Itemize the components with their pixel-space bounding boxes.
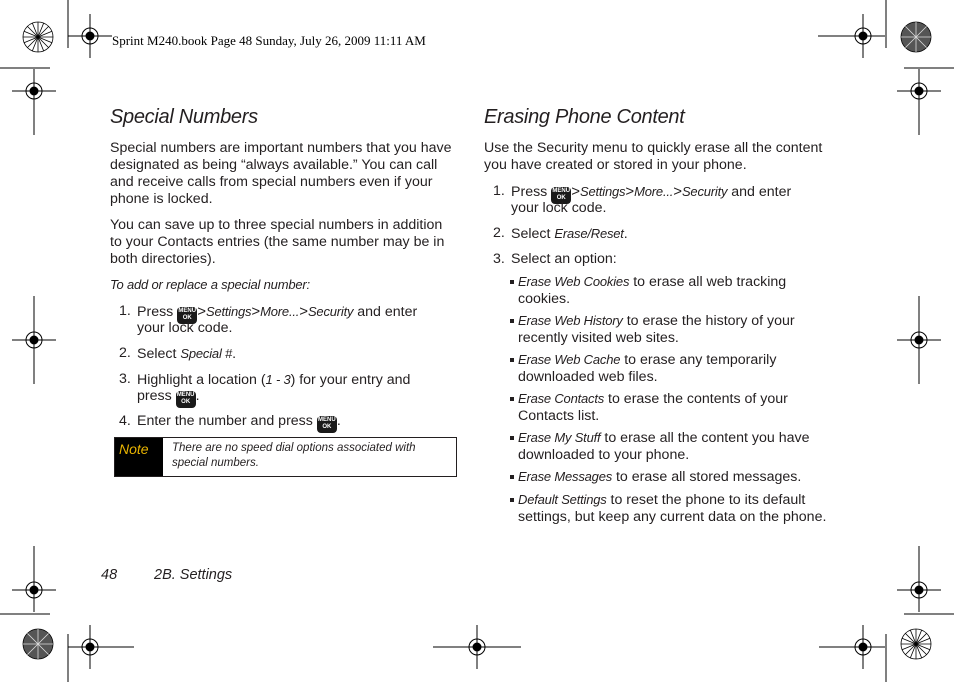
option-erase-web-cache — [510, 351, 776, 386]
text-line: phone is locked. — [110, 191, 213, 207]
text-line: and receive calls from special numbers even if your — [110, 174, 433, 190]
step-number: 1. — [119, 303, 131, 319]
option-desc: to erase the history of your — [626, 313, 795, 329]
option-desc: to erase all web tracking — [633, 274, 787, 290]
text-line: Special numbers are important numbers that you have — [110, 140, 452, 156]
step-text: Select — [511, 226, 551, 242]
menu-item-special: Special # — [180, 346, 233, 361]
option-desc: to erase all the content you have — [604, 430, 810, 446]
bullet-icon — [510, 358, 514, 362]
text-line: designated as being “always available.” You can call — [110, 157, 438, 173]
bullet-icon — [510, 319, 514, 323]
punct: . — [195, 388, 200, 404]
step-text: Press — [511, 184, 548, 200]
print-header: Sprint M240.book Page 48 Sunday, July 26, 2009 11:11 AM — [112, 33, 426, 48]
menu-path-security: Security — [681, 184, 728, 199]
section-name: 2B. Settings — [154, 567, 233, 583]
option-desc: recently visited web sites. — [518, 330, 679, 346]
option-erase-contacts — [510, 390, 788, 425]
menu-ok-key-icon: MENU OK — [317, 416, 337, 433]
step-text: your lock code. — [137, 320, 233, 336]
option-desc: Contacts list. — [518, 408, 600, 424]
step-text: Press — [137, 304, 174, 320]
option-desc: settings, but keep any current data on the phone. — [518, 509, 827, 525]
separator: > — [299, 303, 308, 320]
option-erase-web-history — [510, 312, 795, 347]
menu-path-security: Security — [307, 304, 354, 319]
special-numbers-capacity — [110, 217, 444, 268]
bullet-icon — [510, 280, 514, 284]
text-line: both directories). — [110, 251, 216, 267]
step-text: ) for your entry and — [290, 372, 411, 388]
bullet-icon — [510, 475, 514, 479]
punct: . — [232, 346, 237, 362]
option-name: Erase My Stuff — [518, 430, 601, 445]
punct: . — [336, 413, 341, 429]
location-range: 1 - 3 — [265, 372, 291, 387]
text-line: you have created or stored in your phone. — [484, 157, 747, 173]
step-body — [137, 413, 341, 433]
option-desc: to erase any temporarily — [624, 352, 777, 368]
option-desc: downloaded to your phone. — [518, 447, 690, 463]
text-line: There are no speed dial options associated with — [172, 442, 416, 454]
procedure-heading: To add or replace a special number: — [110, 277, 310, 292]
text-line: to your Contacts entries (the same number may be in — [110, 234, 445, 250]
option-desc: downloaded web files. — [518, 369, 658, 385]
punct: . — [623, 226, 628, 242]
menu-ok-key-icon: MENU OK — [176, 391, 196, 408]
menu-path-settings: Settings — [205, 304, 252, 319]
step-number: 3. — [119, 371, 131, 387]
section-title-special-numbers: Special Numbers — [110, 106, 258, 128]
bullet-icon — [510, 436, 514, 440]
step-body — [137, 388, 200, 408]
step-body — [511, 225, 628, 243]
page-number: 48 — [101, 567, 118, 583]
bullet-icon — [510, 397, 514, 401]
note-label-text: Note — [119, 441, 149, 457]
menu-ok-key-icon: MENU OK — [177, 307, 197, 324]
step-text: and enter — [731, 184, 792, 200]
option-name: Default Settings — [518, 492, 607, 507]
separator: > — [251, 303, 261, 320]
step-text: Enter the number and press — [137, 413, 313, 429]
step-number: 1. — [493, 183, 505, 199]
menu-ok-key-icon: MENU OK — [551, 187, 571, 204]
step-text: Highlight a location ( — [137, 372, 266, 388]
step-body — [137, 371, 410, 389]
note-label — [115, 438, 163, 476]
step-text: Select — [137, 346, 177, 362]
option-name: Erase Web History — [518, 313, 623, 328]
step-text: your lock code. — [511, 200, 607, 216]
separator: > — [197, 303, 206, 320]
menu-path-more: More... — [260, 304, 300, 319]
section-title-erasing: Erasing Phone Content — [484, 106, 685, 128]
option-name: Erase Web Cookies — [518, 274, 630, 289]
erasing-intro — [484, 140, 822, 174]
option-name: Erase Contacts — [518, 391, 605, 406]
step-number: 3. — [493, 251, 505, 267]
step-number: 2. — [119, 345, 131, 361]
text-line: You can save up to three special numbers in addition — [110, 217, 443, 233]
note-text — [172, 441, 452, 471]
option-erase-my-stuff — [510, 429, 809, 464]
separator: > — [571, 183, 580, 200]
note-box — [114, 437, 457, 477]
step-text: Select an option: — [511, 251, 617, 267]
separator: > — [673, 183, 682, 200]
step-number: 4. — [119, 413, 131, 429]
bullet-icon — [510, 498, 514, 502]
option-desc: cookies. — [518, 291, 571, 307]
option-erase-web-cookies — [510, 273, 786, 308]
step-text: press — [137, 388, 172, 404]
menu-path-more: More... — [634, 184, 674, 199]
step-text: and enter — [357, 304, 418, 320]
option-desc: to erase the contents of your — [608, 391, 788, 407]
option-desc: to reset the phone to its default — [610, 492, 806, 508]
option-name: Erase Messages — [518, 469, 613, 484]
menu-item-erase-reset: Erase/Reset — [554, 226, 624, 241]
special-numbers-intro — [110, 140, 451, 208]
option-default-settings — [510, 491, 826, 526]
step-number: 2. — [493, 225, 505, 241]
option-name: Erase Web Cache — [518, 352, 621, 367]
separator: > — [625, 183, 635, 200]
step-body — [137, 345, 236, 363]
text-line: Use the Security menu to quickly erase all the content — [484, 140, 823, 156]
text-line: special numbers. — [172, 457, 259, 469]
option-erase-messages — [510, 468, 801, 486]
option-desc: to erase all stored messages. — [615, 469, 802, 485]
menu-path-settings: Settings — [579, 184, 626, 199]
